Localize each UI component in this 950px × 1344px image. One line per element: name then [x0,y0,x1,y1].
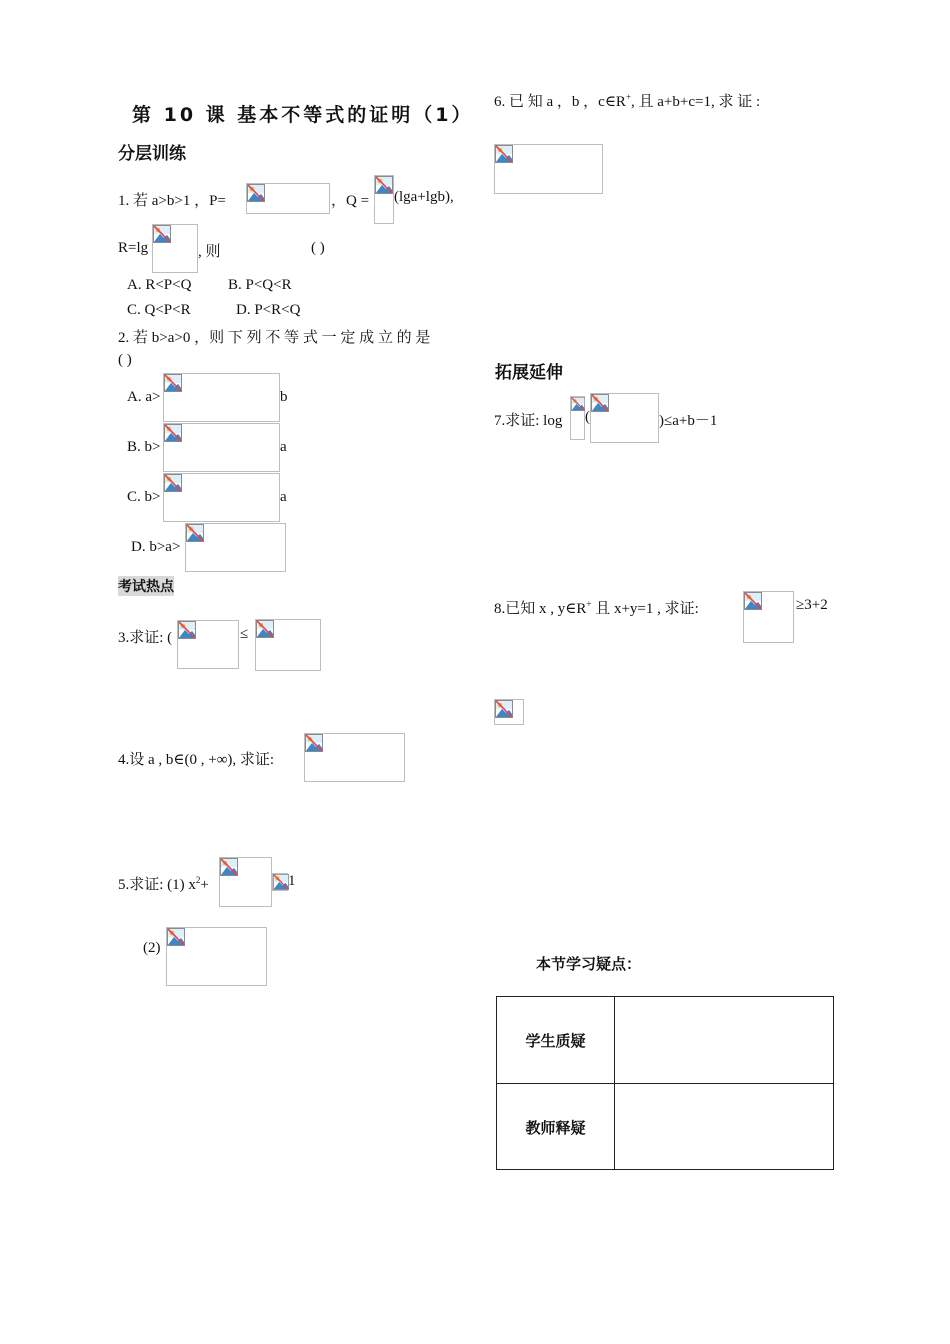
broken-image-icon [256,620,274,638]
q1-q-fraction-image [374,175,394,224]
broken-image-icon [375,176,393,194]
q3-right-image [255,619,321,671]
q8-stem: 8.已知 x , y∈R+ 且 x+y=1 , 求证: [494,599,699,617]
q2-stem: 2. 若 b>a>0 ，则 下 列 不 等 式 一 定 成 立 的 是 [118,330,431,346]
q8-formula-image [743,591,794,643]
broken-image-icon [186,524,204,542]
section-exam-hot: 考试热点 [118,576,174,596]
student-question-cell[interactable] [615,997,833,1083]
teacher-answer-cell[interactable] [615,1084,833,1170]
q5-stem: 5.求证: (1) $x^2+$ [118,875,209,893]
q5-rhs: 1 [288,873,296,889]
q7-log-base-image [570,396,585,440]
q5-fraction-image [219,857,272,907]
q8-tail-image [494,699,524,725]
q1-option-c: C. Q<P<R [127,302,191,318]
broken-image-icon [164,424,182,442]
broken-image-icon [247,184,265,202]
q1-answer-paren: ( ) [311,240,325,256]
q2-option-a-pre: A. a> [127,389,161,405]
broken-image-icon [164,374,182,392]
q7-stem: 7.求证: log [494,413,563,429]
q2-option-d-pre: D. b>a> [131,539,181,555]
q1-r-formula-image [152,224,198,273]
q5-part2-image [166,927,267,986]
q3-stem: 3.求证: ( [118,630,173,646]
table-row [497,997,833,1083]
q7-argument-image [590,393,659,443]
q6-formula-image [494,144,603,194]
q5-part2-label: (2) [143,940,161,956]
q2-option-d-image [185,523,286,572]
q2-option-c-post: a [280,489,287,505]
q7-open-paren: ( [585,409,590,425]
broken-image-icon [305,734,323,752]
doubts-table [496,996,834,1170]
section-extension: 拓展延伸 [495,363,563,383]
section-doubts: 本节学习疑点： [536,955,642,973]
broken-image-icon [495,145,513,163]
broken-image-icon [591,394,609,412]
section-training: 分层训练 [118,144,186,164]
q6-stem: 6. 已 知 a ，b ，c∈R+, 且 a+b+c=1, 求 证 : [494,92,761,110]
q1-option-d: D. P<R<Q [236,302,301,318]
q1-q-expression: (lga+lgb), [394,189,454,205]
q4-formula-image [304,733,405,782]
broken-image-icon [273,874,289,890]
q2-option-b-image [163,423,280,472]
table-row [497,1083,833,1170]
q2-answer-paren: ( ) [118,352,132,368]
broken-image-icon [220,858,238,876]
broken-image-icon [167,928,185,946]
broken-image-icon [164,474,182,492]
q2-option-a-image [163,373,280,422]
broken-image-icon [153,225,171,243]
broken-image-icon [495,700,513,718]
q1-q-label: ，Q = [331,193,370,209]
q1-option-b: B. P<Q<R [228,277,292,293]
q5-sign-image [272,873,288,891]
q2-option-c-pre: C. b> [127,489,161,505]
q7-rhs: )≤a+b－1 [659,413,718,429]
q2-option-b-post: a [280,439,287,455]
q8-rhs: ≥3+2 [796,597,828,613]
q3-left-image [177,620,239,669]
broken-image-icon [744,592,762,610]
broken-image-icon [178,621,196,639]
q4-stem: 4.设 a , b∈(0 , +∞), 求证: [118,752,275,768]
q1-r-label: R=lg [118,240,149,256]
teacher-answer-label: 教师释疑 [497,1084,615,1170]
q2-option-c-image [163,473,280,522]
q1-p-formula-image [246,183,330,214]
q2-option-b-pre: B. b> [127,439,161,455]
student-question-label: 学生质疑 [497,997,615,1083]
q1-then: , 则 [198,244,221,260]
q3-le-sign: ≤ [240,626,249,642]
broken-image-icon [571,397,585,411]
page-title: 第 10 课 基本不等式的证明（1） [132,104,474,126]
q2-option-a-post: b [280,389,288,405]
q1-stem-start: 1. 若 a>b>1 ，P= [118,193,226,209]
q1-option-a: A. R<P<Q [127,277,192,293]
